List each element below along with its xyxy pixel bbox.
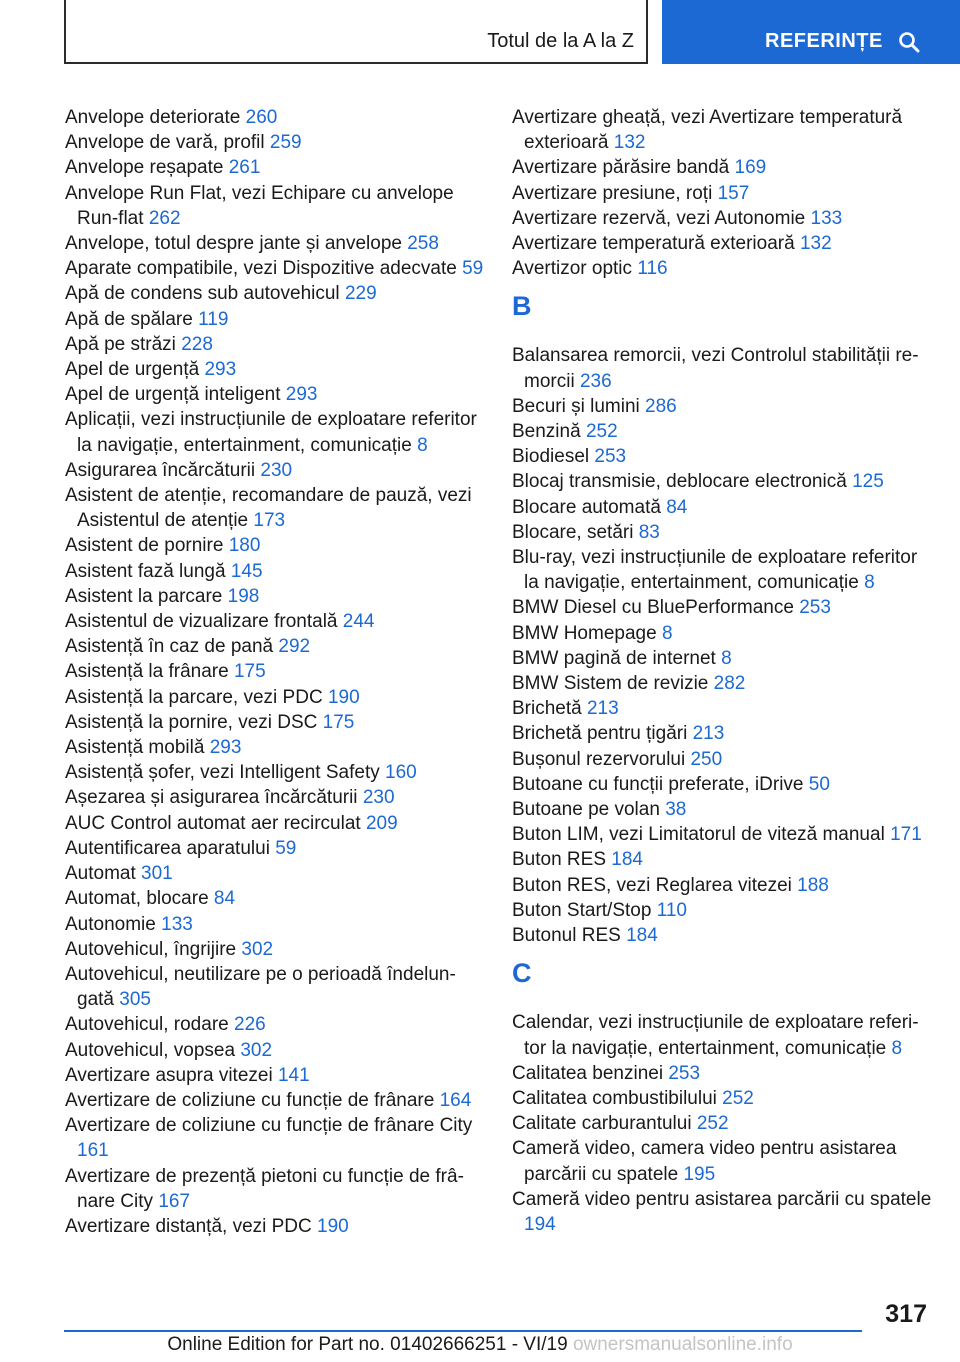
index-entry-text: BMW Sistem de revizie [512, 673, 709, 695]
index-entry-page-link[interactable]: 145 [230, 560, 263, 582]
index-entry-text: Brichetă pentru țigări [512, 723, 688, 745]
index-entry-page-link[interactable]: 164 [439, 1089, 472, 1111]
index-entry-text: Avertizor optic [512, 258, 633, 280]
index-entry [512, 1010, 932, 1060]
index-entry [65, 785, 485, 810]
index-entry [512, 595, 932, 620]
index-entry [512, 822, 932, 847]
index-entry [65, 634, 485, 659]
index-column-left [65, 105, 485, 1239]
index-entry [65, 181, 485, 231]
index-entry [512, 545, 932, 595]
index-entry [65, 1113, 485, 1163]
index-entry-page-link[interactable]: 213 [586, 698, 619, 720]
index-group-c [512, 1010, 932, 1237]
index-entry [512, 721, 932, 746]
index-group-b [512, 343, 932, 948]
index-entry-text: Avertizare părăsire bandă [512, 157, 730, 179]
index-entry-page-link[interactable]: 190 [327, 686, 360, 708]
index-letter-c: C [512, 958, 532, 989]
index-entry-page-link[interactable]: 173 [253, 510, 286, 532]
index-entry [512, 847, 932, 872]
footer-watermark: ownersmanualsonline.info [572, 1334, 793, 1355]
index-entry-text: Avertizare asupra vitezei [65, 1064, 273, 1086]
index-entry [65, 407, 485, 457]
index-entry-page-link[interactable]: 209 [365, 812, 398, 834]
index-entry-page-link[interactable]: 133 [810, 207, 843, 229]
index-entry-page-link[interactable]: 188 [797, 874, 829, 896]
index-entry-page-link[interactable]: 8 [417, 434, 428, 456]
header-references-button[interactable] [662, 0, 960, 64]
index-entry [512, 923, 932, 948]
index-entry-page-link[interactable]: 8 [891, 1037, 903, 1059]
index-entry-page-link[interactable]: 110 [656, 899, 687, 921]
index-entry-text: Apel de urgență [65, 359, 200, 381]
index-entry-page-link[interactable]: 195 [683, 1163, 716, 1185]
index-entry [65, 307, 485, 332]
index-entry [65, 231, 485, 256]
index-entry-text: Buton LIM, vezi Limitatorul de viteză manual [512, 824, 885, 846]
index-entry [512, 444, 932, 469]
index-entry-text: BMW Diesel cu BluePerformance [512, 597, 794, 619]
header-references-label: REFERINȚE [765, 30, 883, 52]
index-entry [512, 747, 932, 772]
index-entry-page-link[interactable]: 119 [198, 308, 229, 330]
index-entry [512, 1187, 932, 1237]
index-entry-text: Blu-ray, vezi instrucțiunile de exploatare referitor la navigație, entertainment, comunicație [512, 547, 918, 594]
index-entry-page-link[interactable]: 230 [260, 459, 293, 481]
index-entry-page-link[interactable]: 132 [613, 132, 646, 154]
index-entry-page-link[interactable]: 293 [285, 384, 318, 406]
index-entry [65, 483, 485, 533]
index-entry-page-link[interactable]: 161 [77, 1140, 109, 1162]
index-entry-page-link[interactable]: 84 [666, 496, 688, 518]
index-entry-text: Asistentul de vizualizare frontală [65, 611, 338, 633]
index-entry-page-link[interactable]: 229 [344, 283, 377, 305]
index-entry-text: Benzină [512, 421, 581, 443]
index-entry-text: Asistență la parcare, vezi PDC [65, 686, 323, 708]
index-entry-page-link[interactable]: 38 [665, 799, 687, 821]
index-entry [512, 105, 932, 155]
index-entry-page-link[interactable]: 253 [594, 446, 627, 468]
index-entry [512, 1111, 932, 1136]
index-entry-page-link[interactable]: 258 [407, 233, 439, 255]
index-entry-text: Avertizare de coliziune cu funcție de frânare [65, 1089, 435, 1111]
index-entry-page-link[interactable]: 116 [637, 258, 668, 280]
index-entry-page-link[interactable]: 169 [734, 157, 767, 179]
index-entry-text: Becuri și lumini [512, 395, 640, 417]
header-section-title: Totul de la A la Z [487, 30, 634, 52]
index-entry-page-link[interactable]: 180 [228, 535, 261, 557]
index-entry-text: Apă pe străzi [65, 333, 176, 355]
index-entry [65, 130, 485, 155]
index-entry-text: Calitatea combustibilului [512, 1087, 717, 1109]
index-entry-text: Avertizare de coliziune cu funcție de frânare City [65, 1115, 473, 1137]
index-entry-page-link[interactable]: 59 [275, 837, 297, 859]
index-entry-page-link[interactable]: 8 [721, 647, 732, 669]
index-entry-page-link[interactable]: 160 [385, 762, 417, 784]
index-entry-page-link[interactable]: 230 [362, 787, 395, 809]
index-entry [512, 646, 932, 671]
index-entry-text: Blocare, setări [512, 521, 634, 543]
index-entry [65, 811, 485, 836]
index-entry-text: AUC Control automat aer recirculat [65, 812, 361, 834]
index-entry-text: Asistent fază lungă [65, 560, 226, 582]
index-entry-text: Avertizare rezervă, vezi Autonomie [512, 207, 806, 229]
index-entry [512, 1086, 932, 1111]
index-entry [65, 458, 485, 483]
index-group-a-continued [512, 105, 932, 281]
index-entry [512, 1136, 932, 1186]
index-entry-page-link[interactable]: 198 [227, 585, 260, 607]
index-entry-text: Automat [65, 863, 136, 885]
index-entry-text: Asigurarea încărcăturii [65, 459, 256, 481]
index-entry-text: Avertizare de prezență pietoni cu funcție de frânare City [65, 1165, 464, 1212]
index-entry [512, 1061, 932, 1086]
index-entry [65, 609, 485, 634]
index-entry-page-link[interactable]: 252 [696, 1113, 729, 1135]
index-entry [512, 469, 932, 494]
index-entry-page-link[interactable]: 286 [645, 395, 677, 417]
index-entry-page-link[interactable]: 175 [233, 661, 266, 683]
index-entry-text: Asistență la frânare [65, 661, 229, 683]
index-entry-page-link[interactable]: 253 [668, 1062, 701, 1084]
index-entry [512, 394, 932, 419]
index-entry [512, 343, 932, 393]
index-entry [65, 912, 485, 937]
index-entry-page-link[interactable]: 228 [181, 333, 213, 355]
index-entry-page-link[interactable]: 292 [278, 636, 311, 658]
index-entry-text: Butoane cu funcții preferate, iDrive [512, 773, 804, 795]
index-entry-text: Asistență mobilă [65, 737, 205, 759]
index-entry-text: Calendar, vezi instrucțiunile de exploatare referitor la navigație, entertainment, comunicație [512, 1012, 919, 1059]
index-entry [512, 206, 932, 231]
index-entry [65, 836, 485, 861]
index-entry-page-link[interactable]: 141 [277, 1064, 310, 1086]
index-entry-text: Asistent de pornire [65, 535, 224, 557]
index-entry-text: Autovehicul, îngrijire [65, 938, 237, 960]
index-entry [512, 671, 932, 696]
index-entry [65, 533, 485, 558]
index-entry-page-link[interactable]: 84 [213, 888, 236, 910]
index-entry-text: Avertizare presiune, roți [512, 182, 713, 204]
index-entry-text: Balansarea remorcii, vezi Controlul stabilității remorcii [512, 345, 919, 392]
index-entry [65, 1038, 485, 1063]
index-entry-page-link[interactable]: 132 [799, 233, 832, 255]
index-entry-page-link[interactable]: 184 [611, 849, 643, 871]
index-entry [65, 861, 485, 886]
index-entry-page-link[interactable]: 302 [241, 938, 274, 960]
index-entry [512, 495, 932, 520]
index-entry-page-link[interactable]: 213 [692, 723, 725, 745]
index-entry-text: Apă de spălare [65, 308, 193, 330]
footer-divider [64, 1330, 862, 1332]
index-entry-page-link[interactable]: 250 [690, 748, 723, 770]
index-entry-text: Avertizare temperatură exterioară [512, 233, 795, 255]
index-entry-page-link[interactable]: 171 [890, 824, 922, 846]
index-entry-text: Anvelope reșapate [65, 157, 224, 179]
index-entry [512, 898, 932, 923]
index-entry [65, 256, 485, 281]
index-entry-text: Aplicații, vezi instrucțiunile de exploatare referitor la navigație, entertainment, comunicație [65, 409, 477, 456]
index-entry [65, 685, 485, 710]
index-entry [512, 419, 932, 444]
search-icon[interactable] [898, 31, 920, 53]
index-entry [65, 886, 485, 911]
index-entry-page-link[interactable]: 8 [661, 622, 673, 644]
index-entry-page-link[interactable]: 252 [722, 1087, 754, 1109]
index-entry-text: Blocare automată [512, 496, 661, 518]
index-entry-text: Buton Start/Stop [512, 899, 652, 921]
index-entry-page-link[interactable]: 236 [579, 370, 612, 392]
index-entry-page-link[interactable]: 83 [638, 521, 660, 543]
index-entry-text: Anvelope deteriorate [65, 107, 241, 128]
header-section-tab[interactable] [64, 0, 648, 64]
index-entry [512, 873, 932, 898]
index-entry-text: Anvelope Run Flat, vezi Echipare cu anvelope Run-flat [65, 182, 454, 229]
footer [0, 1334, 960, 1356]
index-entry-text: Automat, blocare [65, 888, 209, 910]
index-entry [65, 962, 485, 1012]
index-entry [65, 1214, 485, 1239]
index-entry-text: Asistență șofer, vezi Intelligent Safety [65, 762, 380, 784]
index-entry [65, 332, 485, 357]
index-entry-text: Biodiesel [512, 446, 590, 468]
index-entry-text: Așezarea și asigurarea încărcăturii [65, 787, 358, 809]
index-entry [65, 357, 485, 382]
page-number: 317 [885, 1300, 927, 1328]
index-entry-text: Brichetă [512, 698, 582, 720]
index-column-right [512, 105, 932, 1237]
index-entry-text: Asistent la parcare [65, 585, 223, 607]
index-entry [65, 559, 485, 584]
index-entry-text: Butoane pe volan [512, 799, 660, 821]
index-entry-text: Autovehicul, neutilizare pe o perioadă îndelungată [65, 963, 456, 1011]
index-entry-page-link[interactable]: 253 [799, 597, 831, 619]
index-entry-page-link[interactable]: 167 [158, 1190, 191, 1212]
index-entry-page-link[interactable]: 226 [234, 1014, 266, 1036]
index-entry [65, 1063, 485, 1088]
index-letter-b: B [512, 291, 532, 322]
index-entry [65, 584, 485, 609]
index-entry [512, 797, 932, 822]
index-entry-page-link[interactable]: 244 [342, 611, 375, 633]
index-entry-text: Anvelope de vară, profil [65, 132, 265, 154]
index-entry-text: Cameră video pentru asistarea parcării cu spatele [512, 1188, 932, 1210]
index-entry-page-link[interactable]: 282 [713, 673, 746, 695]
index-entry [65, 710, 485, 735]
index-entry-text: Autovehicul, vopsea [65, 1039, 236, 1061]
index-entry [512, 155, 932, 180]
index-entry-text: Bușonul rezervorului [512, 748, 686, 770]
index-entry-text: Autentificarea aparatului [65, 837, 270, 859]
index-entry-page-link[interactable]: 133 [161, 913, 193, 935]
index-entry-text: Asistență la pornire, vezi DSC [65, 711, 318, 733]
index-entry-page-link[interactable]: 260 [245, 107, 278, 128]
index-entry-text: Avertizare gheață, vezi Avertizare temperatură exterioară [512, 107, 903, 154]
index-entry-page-link[interactable]: 157 [717, 182, 750, 204]
index-entry-page-link[interactable]: 305 [119, 989, 151, 1011]
index-entry-text: Apel de urgență inteligent [65, 384, 281, 406]
index-entry-page-link[interactable]: 8 [864, 572, 875, 594]
index-entry-page-link[interactable]: 175 [322, 711, 355, 733]
index-entry-page-link[interactable]: 194 [524, 1213, 556, 1235]
index-entry-text: BMW Homepage [512, 622, 657, 644]
index-entry-text: Calitate carburantului [512, 1113, 692, 1135]
index-entry [512, 621, 932, 646]
index-entry-page-link[interactable]: 262 [148, 207, 181, 229]
index-entry-page-link[interactable]: 259 [269, 132, 302, 154]
index-entry-text: BMW pagină de internet [512, 647, 716, 669]
index-entry-page-link[interactable]: 293 [204, 359, 237, 381]
index-entry [65, 105, 485, 130]
index-entry-page-link[interactable]: 293 [209, 737, 242, 759]
index-entry [512, 256, 932, 281]
index-entry [65, 281, 485, 306]
index-entry-text: Asistent de atenție, recomandare de pauză, vezi Asistentul de atenție [65, 485, 472, 532]
index-entry [65, 1164, 485, 1214]
index-entry [512, 181, 932, 206]
index-entry [65, 1012, 485, 1037]
index-entry-text: Autovehicul, rodare [65, 1014, 229, 1036]
index-entry [65, 937, 485, 962]
index-entry-page-link[interactable]: 184 [626, 925, 658, 947]
index-entry [65, 760, 485, 785]
index-entry-page-link[interactable]: 50 [808, 773, 830, 795]
index-entry-text: Aparate compatibile, vezi Dispozitive adecvate [65, 258, 457, 280]
index-entry-text: Blocaj transmisie, deblocare electronică [512, 471, 847, 493]
index-entry-text: Buton RES [512, 849, 606, 871]
index-entry-page-link[interactable]: 190 [317, 1215, 349, 1237]
index-entry-page-link[interactable]: 252 [585, 421, 618, 443]
index-entry [65, 1088, 485, 1113]
index-entry [512, 231, 932, 256]
index-entry-text: Calitatea benzinei [512, 1062, 664, 1084]
index-entry-text: Butonul RES [512, 925, 621, 947]
index-entry-page-link[interactable]: 301 [141, 863, 173, 885]
index-entry [65, 659, 485, 684]
footer-edition: Online Edition for Part no. 01402666251 - VI/19 [167, 1334, 568, 1355]
index-entry [65, 382, 485, 407]
index-entry-page-link[interactable]: 302 [240, 1039, 273, 1061]
index-entry-text: Cameră video, camera video pentru asistarea parcării cu spatele [512, 1138, 897, 1185]
index-entry-text: Apă de condens sub autovehicul [65, 283, 340, 305]
index-entry-page-link[interactable]: 59 [462, 258, 484, 280]
index-entry-text: Buton RES, vezi Reglarea vitezei [512, 874, 792, 896]
index-entry-text: Avertizare distanță, vezi PDC [65, 1215, 312, 1237]
index-entry [65, 735, 485, 760]
index-entry-text: Anvelope, totul despre jante și anvelope [65, 233, 402, 255]
index-entry [512, 520, 932, 545]
index-entry [512, 696, 932, 721]
index-entry-text: Autonomie [65, 913, 156, 935]
index-entry [65, 155, 485, 180]
index-entry [512, 772, 932, 797]
index-entry-text: Asistență în caz de pană [65, 636, 274, 658]
index-entry-page-link[interactable]: 125 [852, 471, 884, 493]
index-entry-page-link[interactable]: 261 [228, 157, 261, 179]
